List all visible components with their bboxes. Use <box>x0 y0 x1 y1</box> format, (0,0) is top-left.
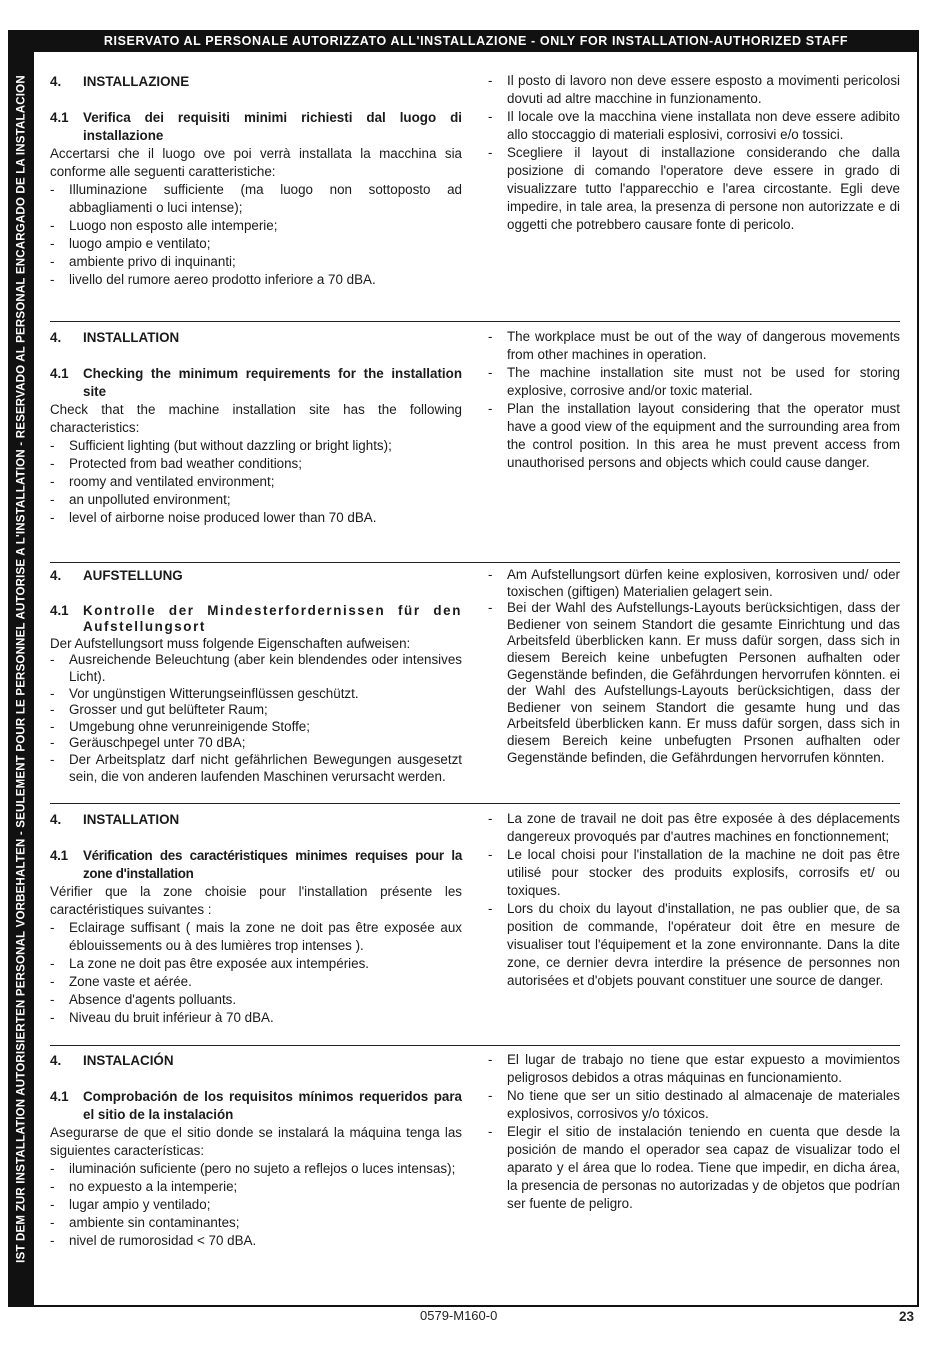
list-item: - Der Arbeitsplatz darf nicht gefährlichen Bewegungen ausgesetzt sein, die von anderen laufenden Maschinen verursacht werden. <box>50 752 462 785</box>
list-item: - Le local choisi pour l'installation de la machine ne doit pas être utilisé pour stocker des produits explosifs, corrosifs et/ ou toxiques. <box>488 846 900 900</box>
list-item: - lugar ampio y ventilado; <box>50 1196 462 1214</box>
list-item: - Elegir el sitio de instalación teniendo en cuenta que desde la posición de mando el operador sea capaz de visualizar todo el aparato y el área que lo rodea. Tiene que impedir, en dicha área, la presencia de personas no autorizadas y de objetos que podrían ser fuente de peligro. <box>488 1123 900 1213</box>
workplace-list <box>488 567 900 766</box>
list-item: - nivel de rumorosidad < 70 dBA. <box>50 1232 462 1250</box>
list-item: - Niveau du bruit inférieur à 70 dBA. <box>50 1009 462 1027</box>
list-item: - Zone vaste et aérée. <box>50 973 462 991</box>
section-intro: Accertarsi che il luogo ove poi verrà installata la macchina sia conforme alle seguenti caratteristiche: <box>50 146 462 179</box>
subsection-heading: 4.1 Comprobación de los requisitos mínimos requeridos para el sitio de la instalación <box>50 1089 462 1122</box>
requirements-list <box>50 652 462 785</box>
list-item: - The workplace must be out of the way of dangerous movements from other machines in operation. <box>488 328 900 364</box>
list-item: - level of airborne noise produced lower than 70 dBA. <box>50 509 462 527</box>
section-left-column <box>50 72 462 289</box>
section-left-column <box>50 810 462 1027</box>
list-item: - The machine installation site must not be used for storing explosive, corrosive and/or toxic material. <box>488 364 900 400</box>
list-item: - Geräuschpegel unter 70 dBA; <box>50 735 462 752</box>
list-item: - Protected from bad weather conditions; <box>50 455 462 473</box>
subsection-heading: 4.1 Vérification des caractéristiques minimes requises pour la zone d'installation <box>50 848 462 881</box>
section-right-column <box>488 567 900 785</box>
workplace-list <box>488 328 900 472</box>
section-left-column <box>50 328 462 527</box>
section-italian <box>50 72 900 289</box>
list-item: - La zone ne doit pas être exposée aux intempéries. <box>50 955 462 973</box>
subsection-heading: 4.1 Kontrolle der Mindesterfordernissen für den Aufstellungsort <box>50 602 462 635</box>
section-heading: 4. INSTALLATION <box>50 812 180 827</box>
top-banner: RISERVATO AL PERSONALE AUTORIZZATO ALL'INSTALLAZIONE - ONLY FOR INSTALLATION-AUTHORIZED STAFF <box>34 30 918 52</box>
workplace-list <box>488 1051 900 1213</box>
list-item: - roomy and ventilated environment; <box>50 473 462 491</box>
page-number: 23 <box>899 1309 915 1324</box>
section-intro: Der Aufstellungsort muss folgende Eigenschaften aufweisen: <box>50 635 411 651</box>
section-heading: 4. INSTALACIÓN <box>50 1053 174 1068</box>
list-item: - Il posto di lavoro non deve essere esposto a movimenti pericolosi dovuti ad altre macchine in funzionamento. <box>488 72 900 108</box>
requirements-list <box>50 919 462 1027</box>
list-item: - Ausreichende Beleuchtung (aber kein blendendes oder intensives Licht). <box>50 652 462 685</box>
workplace-list <box>488 810 900 990</box>
section-right-column <box>488 810 900 1027</box>
section-spanish <box>50 1045 900 1250</box>
requirements-list <box>50 181 462 289</box>
side-banner <box>8 30 34 1307</box>
section-heading: 4. AUFSTELLUNG <box>50 568 183 583</box>
list-item: - iluminación suficiente (pero no sujeto a reflejos o luces intensas); <box>50 1160 462 1178</box>
section-french <box>50 803 900 1027</box>
section-intro: Asegurarse de que el sitio donde se instalará la máquina tenga las siguientes características: <box>50 1125 462 1158</box>
workplace-list <box>488 72 900 234</box>
list-item: - Il locale ove la macchina viene installata non deve essere adibito allo stoccaggio di materiali esplosivi, corrosivi e/o tossici. <box>488 108 900 144</box>
section-right-column <box>488 72 900 289</box>
list-item: - Bei der Wahl des Aufstellungs-Layouts berücksichtigen, dass der Bediener von seinem Standort die gesamte Einrichtung und das Arbeitsfeld überblicken kann. Er muss dafür sorgen, dass sich in diesem Bereich keine unbefugten Personen aufhalten oder Gegenstände befinden, die Gefährdungen hervorrufen könnten. ei der Wahl des Aufstellungs-Layouts berücksichtigen, dass der Bediener von seinem Standort die gesamte hung und das Arbeitsfeld überblicken kann. Er muss dafür sorgen, dass sich in diesem Bereich keine unbefugten Prsonen aufhalten oder Gegenstände befinden, die Gefährdungen hervorrufen könnten. <box>488 600 900 766</box>
section-intro: Check that the machine installation site has the following characteristics: <box>50 402 462 435</box>
side-banner-text: IST DEM ZUR INSTALLATION AUTORISIERTEN PERSONAL VORBEHALTEN - SEULEMENT POUR LE PERSONNEL AUTORISE A L'INSTALLATION - RESERVADO AL PERSONAL ENCARGADO DE LA INSTALACION <box>15 74 27 1263</box>
list-item: - livello del rumore aereo prodotto inferiore a 70 dBA. <box>50 271 462 289</box>
requirements-list <box>50 437 462 527</box>
list-item: - ambiente sin contaminantes; <box>50 1214 462 1232</box>
list-item: - Eclairage suffisant ( mais la zone ne doit pas être exposée aux éblouissements ou à des lumières trop intenses ). <box>50 919 462 955</box>
section-english <box>50 321 900 527</box>
list-item: - an unpolluted environment; <box>50 491 462 509</box>
list-item: - ambiente privo di inquinanti; <box>50 253 462 271</box>
list-item: - Am Aufstellungsort dürfen keine explosiven, korrosiven und/ oder toxischen (giftigen) Materialien gelagert sein. <box>488 567 900 600</box>
list-item: - Luogo non esposto alle intemperie; <box>50 217 462 235</box>
section-german <box>50 562 900 785</box>
list-item: - Absence d'agents polluants. <box>50 991 462 1009</box>
section-right-column <box>488 1051 900 1250</box>
section-heading: 4. INSTALLATION <box>50 330 180 345</box>
section-right-column <box>488 328 900 527</box>
list-item: - no expuesto a la intemperie; <box>50 1178 462 1196</box>
list-item: - Grosser und gut belüfteter Raum; <box>50 702 462 719</box>
list-item: - Plan the installation layout considering that the operator must have a good view of the equipment and the surrounding area from the control position. In this area he must prevent access from unauthorised persons and objects which could cause danger. <box>488 400 900 472</box>
list-item: - El lugar de trabajo no tiene que estar expuesto a movimientos peligrosos debidos a otras máquinas en funcionamiento. <box>488 1051 900 1087</box>
frame-border-right <box>917 30 919 1307</box>
section-left-column <box>50 1051 462 1250</box>
requirements-list <box>50 1160 462 1250</box>
list-item: - La zone de travail ne doit pas être exposée à des déplacements dangereux provoqués par d'autres machines en fonctionnement; <box>488 810 900 846</box>
list-item: - Sufficient lighting (but without dazzling or bright lights); <box>50 437 462 455</box>
list-item: - Scegliere il layout di installazione considerando che dalla posizione di comando l'operatore deve essere in grado di visualizzare tutto l'apparecchio e l'area circostante. Egli deve impedire, in tale area, la presenza di persone non autorizzate e di oggetti che potrebbero causare fonte di pericolo. <box>488 144 900 234</box>
section-intro: Vérifier que la zone choisie pour l'installation présente les caractéristiques suivantes : <box>50 884 462 917</box>
list-item: - Vor ungünstigen Witterungseinflüssen geschützt. <box>50 686 462 703</box>
section-left-column <box>50 567 462 785</box>
list-item: - Illuminazione sufficiente (ma luogo non sottoposto ad abbagliamenti o luci intense); <box>50 181 462 217</box>
subsection-heading: 4.1 Verifica dei requisiti minimi richiesti dal luogo di installazione <box>50 110 462 143</box>
frame-border-bottom <box>8 1305 919 1307</box>
document-code: 0579-M160-0 <box>420 1308 498 1323</box>
list-item: - No tiene que ser un sitio destinado al almacenaje de materiales explosivos, corrosivos y/o tóxicos. <box>488 1087 900 1123</box>
subsection-heading: 4.1 Checking the minimum requirements for the installation site <box>50 366 462 399</box>
section-heading: 4. INSTALLAZIONE <box>50 74 190 89</box>
list-item: - Umgebung ohne verunreinigende Stoffe; <box>50 719 462 736</box>
list-item: - luogo ampio e ventilato; <box>50 235 462 253</box>
list-item: - Lors du choix du layout d'installation, ne pas oublier que, de sa position de commande, l'opérateur doit être en mesure de visualiser tout l'équipement et la zone environnante. Dans la dite zone, ce dernier devra interdire la présence de personnes non autorisées et d'objets pouvant constituer une source de danger. <box>488 900 900 990</box>
